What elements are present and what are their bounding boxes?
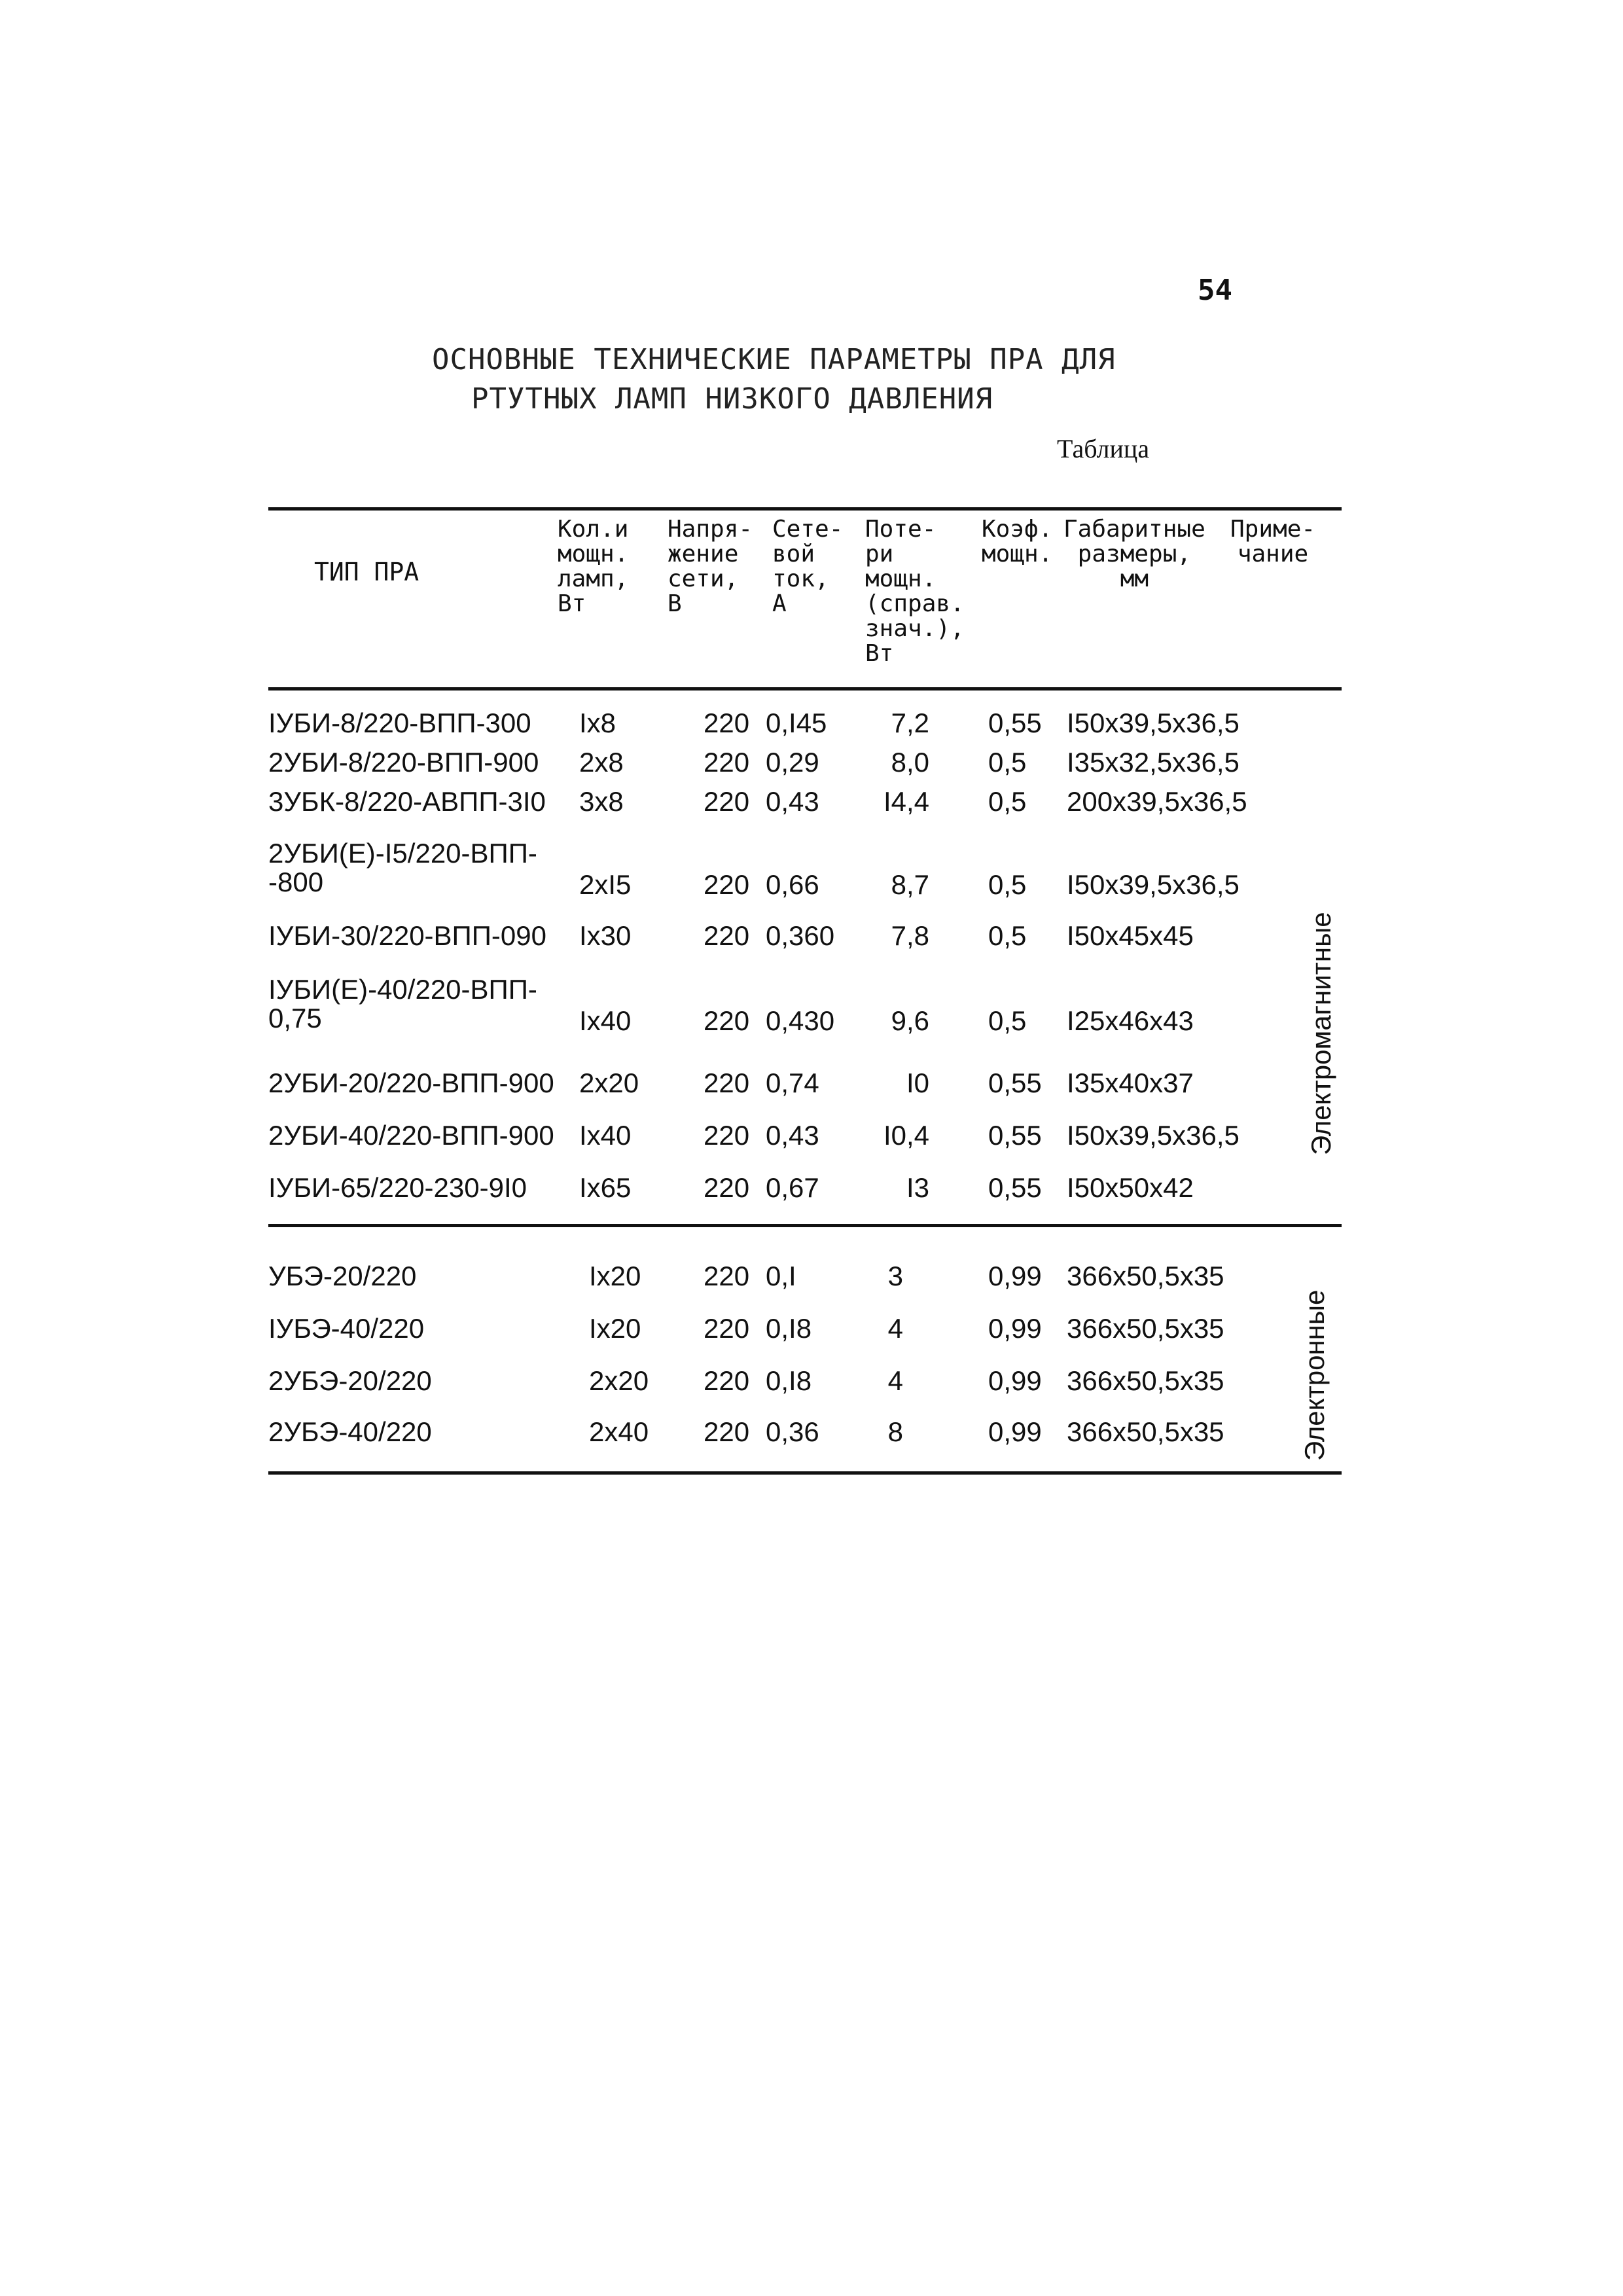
- table-row: [268, 785, 1342, 825]
- cell-voltage: 220: [704, 1416, 750, 1447]
- cell-current: 0,43: [766, 1120, 819, 1151]
- table-label: Таблица: [1057, 434, 1150, 463]
- cell-loss: 7,2: [891, 708, 929, 738]
- cell-current: 0,66: [766, 869, 819, 900]
- cell-type: 2УБИ-40/220-ВПП-900: [268, 1120, 554, 1151]
- cell-pf: 0,99: [988, 1313, 1042, 1344]
- table-bottom-rule: [268, 1471, 1342, 1475]
- table-row: [268, 975, 1342, 1047]
- header-dims: Габаритные размеры, мм: [1063, 516, 1205, 592]
- cell-dims: I50х39,5х36,5: [1067, 1120, 1240, 1151]
- cell-loss: I4,4: [883, 786, 929, 817]
- cell-pf: 0,55: [988, 1067, 1042, 1098]
- cell-pf: 0,5: [988, 786, 1027, 817]
- table-row: [268, 1260, 1342, 1299]
- cell-current: 0,I: [766, 1261, 796, 1291]
- cell-voltage: 220: [704, 1120, 750, 1151]
- header-note: Приме- чание: [1230, 516, 1316, 567]
- cell-qty: Iх20: [589, 1313, 641, 1344]
- cell-qty: 2х20: [589, 1365, 649, 1396]
- cell-dims: 366х50,5х35: [1067, 1416, 1224, 1447]
- cell-loss: 8,0: [891, 747, 929, 778]
- table-row: [268, 707, 1342, 746]
- cell-qty: Iх65: [579, 1172, 632, 1203]
- cell-dims: I35х32,5х36,5: [1067, 747, 1240, 778]
- cell-type: IУБИ(Е)-40/220-ВПП- 0,75: [268, 974, 537, 1033]
- cell-dims: I35х40х37: [1067, 1067, 1194, 1098]
- cell-qty: 2хI5: [579, 869, 632, 900]
- group-separator-rule: [268, 1224, 1342, 1227]
- cell-current: 0,43: [766, 786, 819, 817]
- cell-pf: 0,55: [988, 1120, 1042, 1151]
- title-line-2: РТУТНЫХ ЛАМП НИЗКОГО ДАВЛЕНИЯ: [471, 382, 993, 416]
- cell-loss: I0,4: [883, 1120, 929, 1151]
- cell-dims: I50х39,5х36,5: [1067, 869, 1240, 900]
- cell-voltage: 220: [704, 920, 750, 951]
- cell-current: 0,67: [766, 1172, 819, 1203]
- cell-loss: 4: [887, 1365, 903, 1396]
- cell-qty: Iх40: [579, 1120, 632, 1151]
- cell-voltage: 220: [704, 1067, 750, 1098]
- cell-current: 0,I8: [766, 1365, 812, 1396]
- table-row: [268, 920, 1342, 959]
- cell-type: 2УБЭ-40/220: [268, 1416, 432, 1447]
- table-row: [268, 1067, 1342, 1106]
- cell-current: 0,360: [766, 920, 835, 951]
- cell-voltage: 220: [704, 869, 750, 900]
- header-qty: Кол.и мощн. ламп, Вт: [558, 516, 629, 617]
- header-bottom-rule: [268, 687, 1342, 691]
- cell-type: IУБИ-65/220-230-9I0: [268, 1172, 527, 1203]
- table-row: [268, 1119, 1342, 1158]
- cell-dims: 366х50,5х35: [1067, 1261, 1224, 1291]
- cell-dims: I50х39,5х36,5: [1067, 708, 1240, 738]
- cell-current: 0,430: [766, 1005, 835, 1036]
- cell-dims: I50х50х42: [1067, 1172, 1194, 1203]
- table-row: [268, 1365, 1342, 1404]
- header-pf: Коэф. мощн.: [982, 516, 1053, 567]
- cell-pf: 0,55: [988, 708, 1042, 738]
- cell-dims: 366х50,5х35: [1067, 1313, 1224, 1344]
- cell-type: УБЭ-20/220: [268, 1261, 417, 1291]
- table-row: [268, 1172, 1342, 1211]
- cell-type: 2УБЭ-20/220: [268, 1365, 432, 1396]
- table-row: [268, 1312, 1342, 1352]
- cell-qty: Iх8: [579, 708, 616, 738]
- cell-current: 0,74: [766, 1067, 819, 1098]
- cell-qty: Iх30: [579, 920, 632, 951]
- cell-type: 2УБИ(Е)-I5/220-ВПП- -800: [268, 838, 537, 897]
- cell-type: 3УБК-8/220-АВПП-3I0: [268, 786, 546, 817]
- group-label-electronic: Электронные: [1299, 1289, 1330, 1461]
- table-row: [268, 1416, 1342, 1455]
- document-title: [432, 340, 1116, 419]
- cell-pf: 0,5: [988, 747, 1027, 778]
- cell-dims: 366х50,5х35: [1067, 1365, 1224, 1396]
- cell-type: 2УБИ-8/220-ВПП-900: [268, 747, 539, 778]
- cell-qty: 2х40: [589, 1416, 649, 1447]
- table-top-rule: [268, 507, 1342, 511]
- cell-dims: I25х46х43: [1067, 1005, 1194, 1036]
- cell-type: 2УБИ-20/220-ВПП-900: [268, 1067, 554, 1098]
- cell-qty: 3х8: [579, 786, 624, 817]
- header-loss: Поте- ри мощн. (справ. знач.), Вт: [865, 516, 965, 667]
- cell-voltage: 220: [704, 1261, 750, 1291]
- cell-qty: Iх20: [589, 1261, 641, 1291]
- cell-voltage: 220: [704, 708, 750, 738]
- cell-pf: 0,99: [988, 1365, 1042, 1396]
- cell-dims: 200х39,5х36,5: [1067, 786, 1247, 817]
- cell-voltage: 220: [704, 1313, 750, 1344]
- header-current: Сете- вой ток, А: [772, 516, 844, 617]
- cell-voltage: 220: [704, 786, 750, 817]
- header-type: ТИП ПРА: [314, 558, 419, 586]
- cell-pf: 0,99: [988, 1261, 1042, 1291]
- cell-loss: 8,7: [891, 869, 929, 900]
- header-voltage: Напря- жение сети, В: [668, 516, 753, 617]
- cell-loss: 7,8: [891, 920, 929, 951]
- cell-dims: I50х45х45: [1067, 920, 1194, 951]
- cell-type: IУБИ-8/220-ВПП-300: [268, 708, 531, 738]
- cell-type: IУБИ-30/220-ВПП-090: [268, 920, 546, 951]
- cell-loss: 9,6: [891, 1005, 929, 1036]
- cell-current: 0,I8: [766, 1313, 812, 1344]
- table-row: [268, 746, 1342, 785]
- cell-qty: 2х20: [579, 1067, 639, 1098]
- cell-pf: 0,5: [988, 920, 1027, 951]
- cell-pf: 0,5: [988, 869, 1027, 900]
- title-line-1: ОСНОВНЫЕ ТЕХНИЧЕСКИЕ ПАРАМЕТРЫ ПРА ДЛЯ: [432, 343, 1116, 376]
- group-label-electromagnetic: Электромагнитные: [1306, 912, 1336, 1155]
- cell-loss: I0: [906, 1067, 929, 1098]
- cell-type: IУБЭ-40/220: [268, 1313, 425, 1344]
- cell-pf: 0,5: [988, 1005, 1027, 1036]
- cell-pf: 0,55: [988, 1172, 1042, 1203]
- cell-voltage: 220: [704, 1172, 750, 1203]
- cell-current: 0,29: [766, 747, 819, 778]
- cell-loss: 8: [887, 1416, 903, 1447]
- table-row: [268, 839, 1342, 911]
- cell-voltage: 220: [704, 1005, 750, 1036]
- page-number: 54: [1198, 274, 1232, 307]
- cell-loss: 3: [887, 1261, 903, 1291]
- cell-qty: 2х8: [579, 747, 624, 778]
- cell-qty: Iх40: [579, 1005, 632, 1036]
- cell-pf: 0,99: [988, 1416, 1042, 1447]
- cell-voltage: 220: [704, 1365, 750, 1396]
- cell-current: 0,I45: [766, 708, 827, 738]
- cell-voltage: 220: [704, 747, 750, 778]
- cell-loss: I3: [906, 1172, 929, 1203]
- cell-loss: 4: [887, 1313, 903, 1344]
- cell-current: 0,36: [766, 1416, 819, 1447]
